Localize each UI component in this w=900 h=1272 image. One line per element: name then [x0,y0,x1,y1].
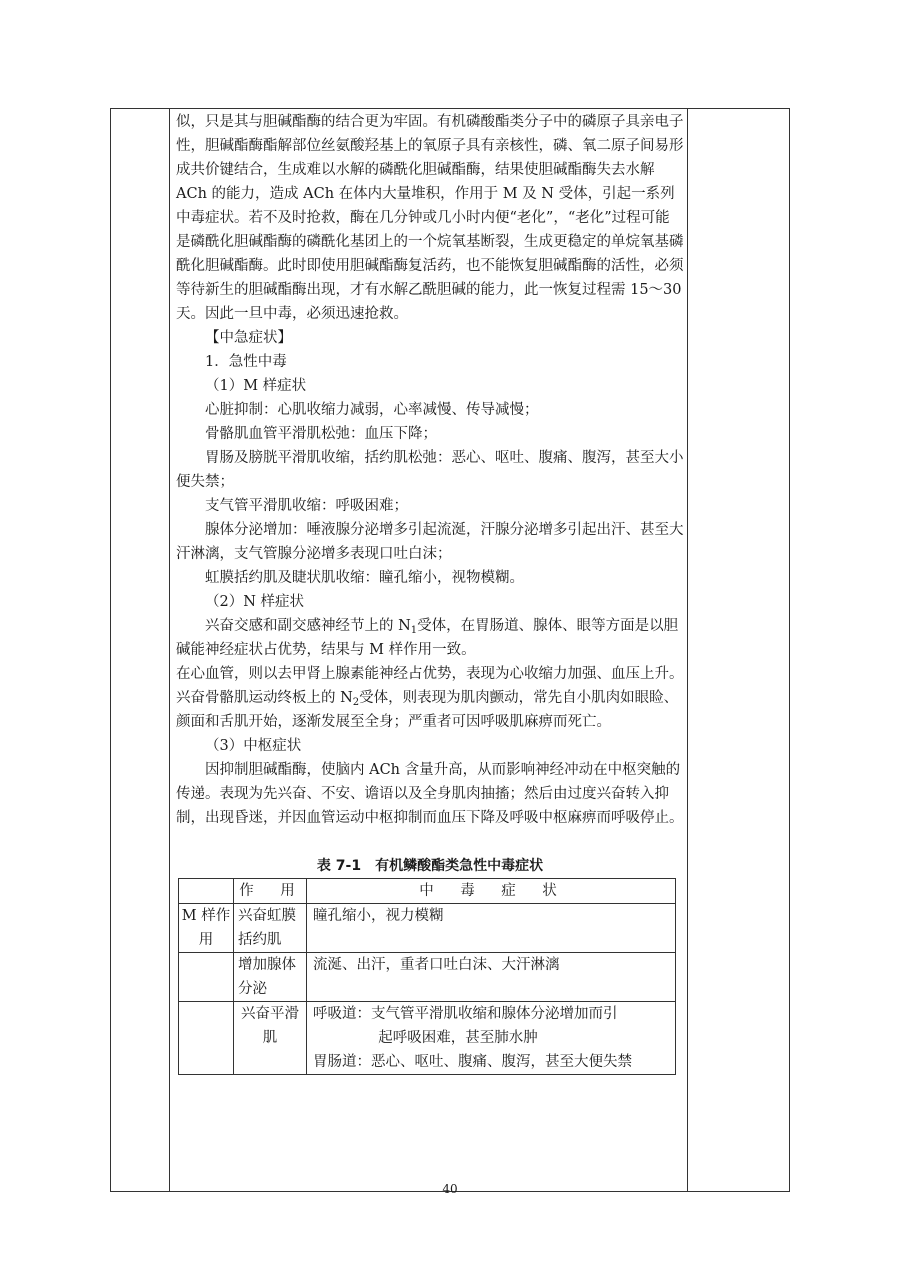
m-symptom-vessel: 骨骼肌血管平滑肌松弛：血压下降； [205,426,437,442]
n1-subscript: 1 [410,625,418,636]
cell-symptom [307,1002,676,1075]
header-cell-action: 作 用 [234,879,307,904]
cell-action: 兴奋虹膜括约肌 [234,904,307,953]
subheading-m-symptoms: （1）M 样症状 [205,378,307,394]
symptom-respiratory: 呼吸道：支气管平滑肌收缩和腺体分泌增加而引 [313,1006,618,1022]
m-symptom-gland: 腺体分泌增加：唾液腺分泌增多引起流涎，汗腺分泌增多引起出汗、甚至大汗淋漓，支气管腺分泌增多表现口吐白沫； [176,522,684,562]
table-caption: 表 7-1 有机鳞酸酯类急性中毒症状 [316,858,544,874]
cell-group: M 样作用 [179,904,234,953]
n2-text-b: 受体，则表现为肌肉颤动，常先自小肌肉如眼睑、颜面和舌肌开始，逐渐发展至全身；严重者可因呼吸肌麻痹而死亡。 [176,690,679,730]
n-symptom-cardio [176,662,684,734]
n2-subscript: 2 [352,697,360,708]
subheading-n-symptoms: （2）N 样症状 [205,594,305,610]
section-heading-symptoms: 【中急症状】 [205,330,292,346]
cell-action: 兴奋平滑肌 [234,1002,307,1075]
header-cell-symptom: 中 毒 症 状 [307,879,676,904]
cell-group [179,1002,234,1075]
symptom-gastro: 胃肠道：恶心、呕吐、腹痛、腹泻，甚至大便失禁 [313,1054,632,1070]
intro-paragraph: 似，只是其与胆碱酯酶的结合更为牢固。有机磷酸酯类分子中的磷原子具亲电子性，胆碱酯酶酯解部位丝氨酸羟基上的氧原子具有亲核性，磷、氧二原子间易形成共价键结合，生成难以水解的磷酰化胆碱酯酶，结果使胆碱酯酶失去水解 ACh 的能力，造成 ACh 在体内大量堆积，作用于 M 及 N 受体，引起一系列中毒症状。若不及时抢救，酶在几分钟或几小时内便“老化”，“老化”过程可能是磷酰化胆碱酯酶的磷酰化基团上的一个烷氧基断裂，生成更稳定的单烷氧基磷酰化胆碱酯酶。此时即使用胆碱酯酶复活药，也不能恢复胆碱酯酶的活性，必须等待新生的胆碱酯酶出现，才有水解乙酰胆碱的能力，此一恢复过程需 15～30 天。因此一旦中毒，必须迅速抢救。 [176,114,684,322]
left-column-line [169,109,170,1191]
n1-text-b: 受体，在胃肠道、腺体、眼等方面是以胆碱能神经症状占优势，结果与 M 样作用一致。 [176,618,679,658]
cell-symptom: 瞳孔缩小，视力模糊 [307,904,676,953]
m-symptom-eye: 虹膜括约肌及睫状肌收缩：瞳孔缩小，视物模糊。 [205,570,524,586]
n2-text-a: 在心血管，则以去甲肾上腺素能神经占优势，表现为心收缩力加强、血压上升。兴奋骨骼肌运动终板上的 N [176,666,684,706]
table-header-row [179,879,676,904]
m-symptom-gi: 胃肠及膀胱平滑肌收缩，括约肌松弛：恶心、呕吐、腹痛、腹泻，甚至大小便失禁； [176,450,684,490]
n1-text-a: 兴奋交感和副交感神经节上的 N [205,618,411,634]
table-row [179,904,676,953]
symptom-respiratory-cont: 起呼吸困难，甚至肺水肿 [378,1030,538,1046]
n-symptom-ganglion [176,614,684,662]
cell-action: 增加腺体分泌 [234,953,307,1002]
subheading-cns-symptoms: （3）中枢症状 [205,738,302,754]
page-number: 40 [442,1182,458,1196]
subheading-acute: 1．急性中毒 [205,354,287,370]
header-cell-group [179,879,234,904]
cell-group [179,953,234,1002]
cns-symptom-paragraph: 因抑制胆碱酯酶，使脑内 ACh 含量升高，从而影响神经冲动在中枢突触的传递。表现为先兴奋、不安、谵语以及全身肌肉抽搐；然后由过度兴奋转入抑制，出现昏迷，并因血管运动中枢抑制而血压下降及呼吸中枢麻痹而呼吸停止。 [176,762,684,826]
table-row [179,1002,676,1075]
m-symptom-bronchi: 支气管平滑肌收缩：呼吸困难； [205,498,408,514]
symptom-table [178,878,676,1075]
m-symptom-heart: 心脏抑制：心肌收缩力减弱，心率减慢、传导减慢； [205,402,539,418]
cell-symptom: 流涎、出汗，重者口吐白沫、大汗淋漓 [307,953,676,1002]
right-column-line [687,109,688,1191]
main-content [176,110,684,1075]
table-row [179,953,676,1002]
